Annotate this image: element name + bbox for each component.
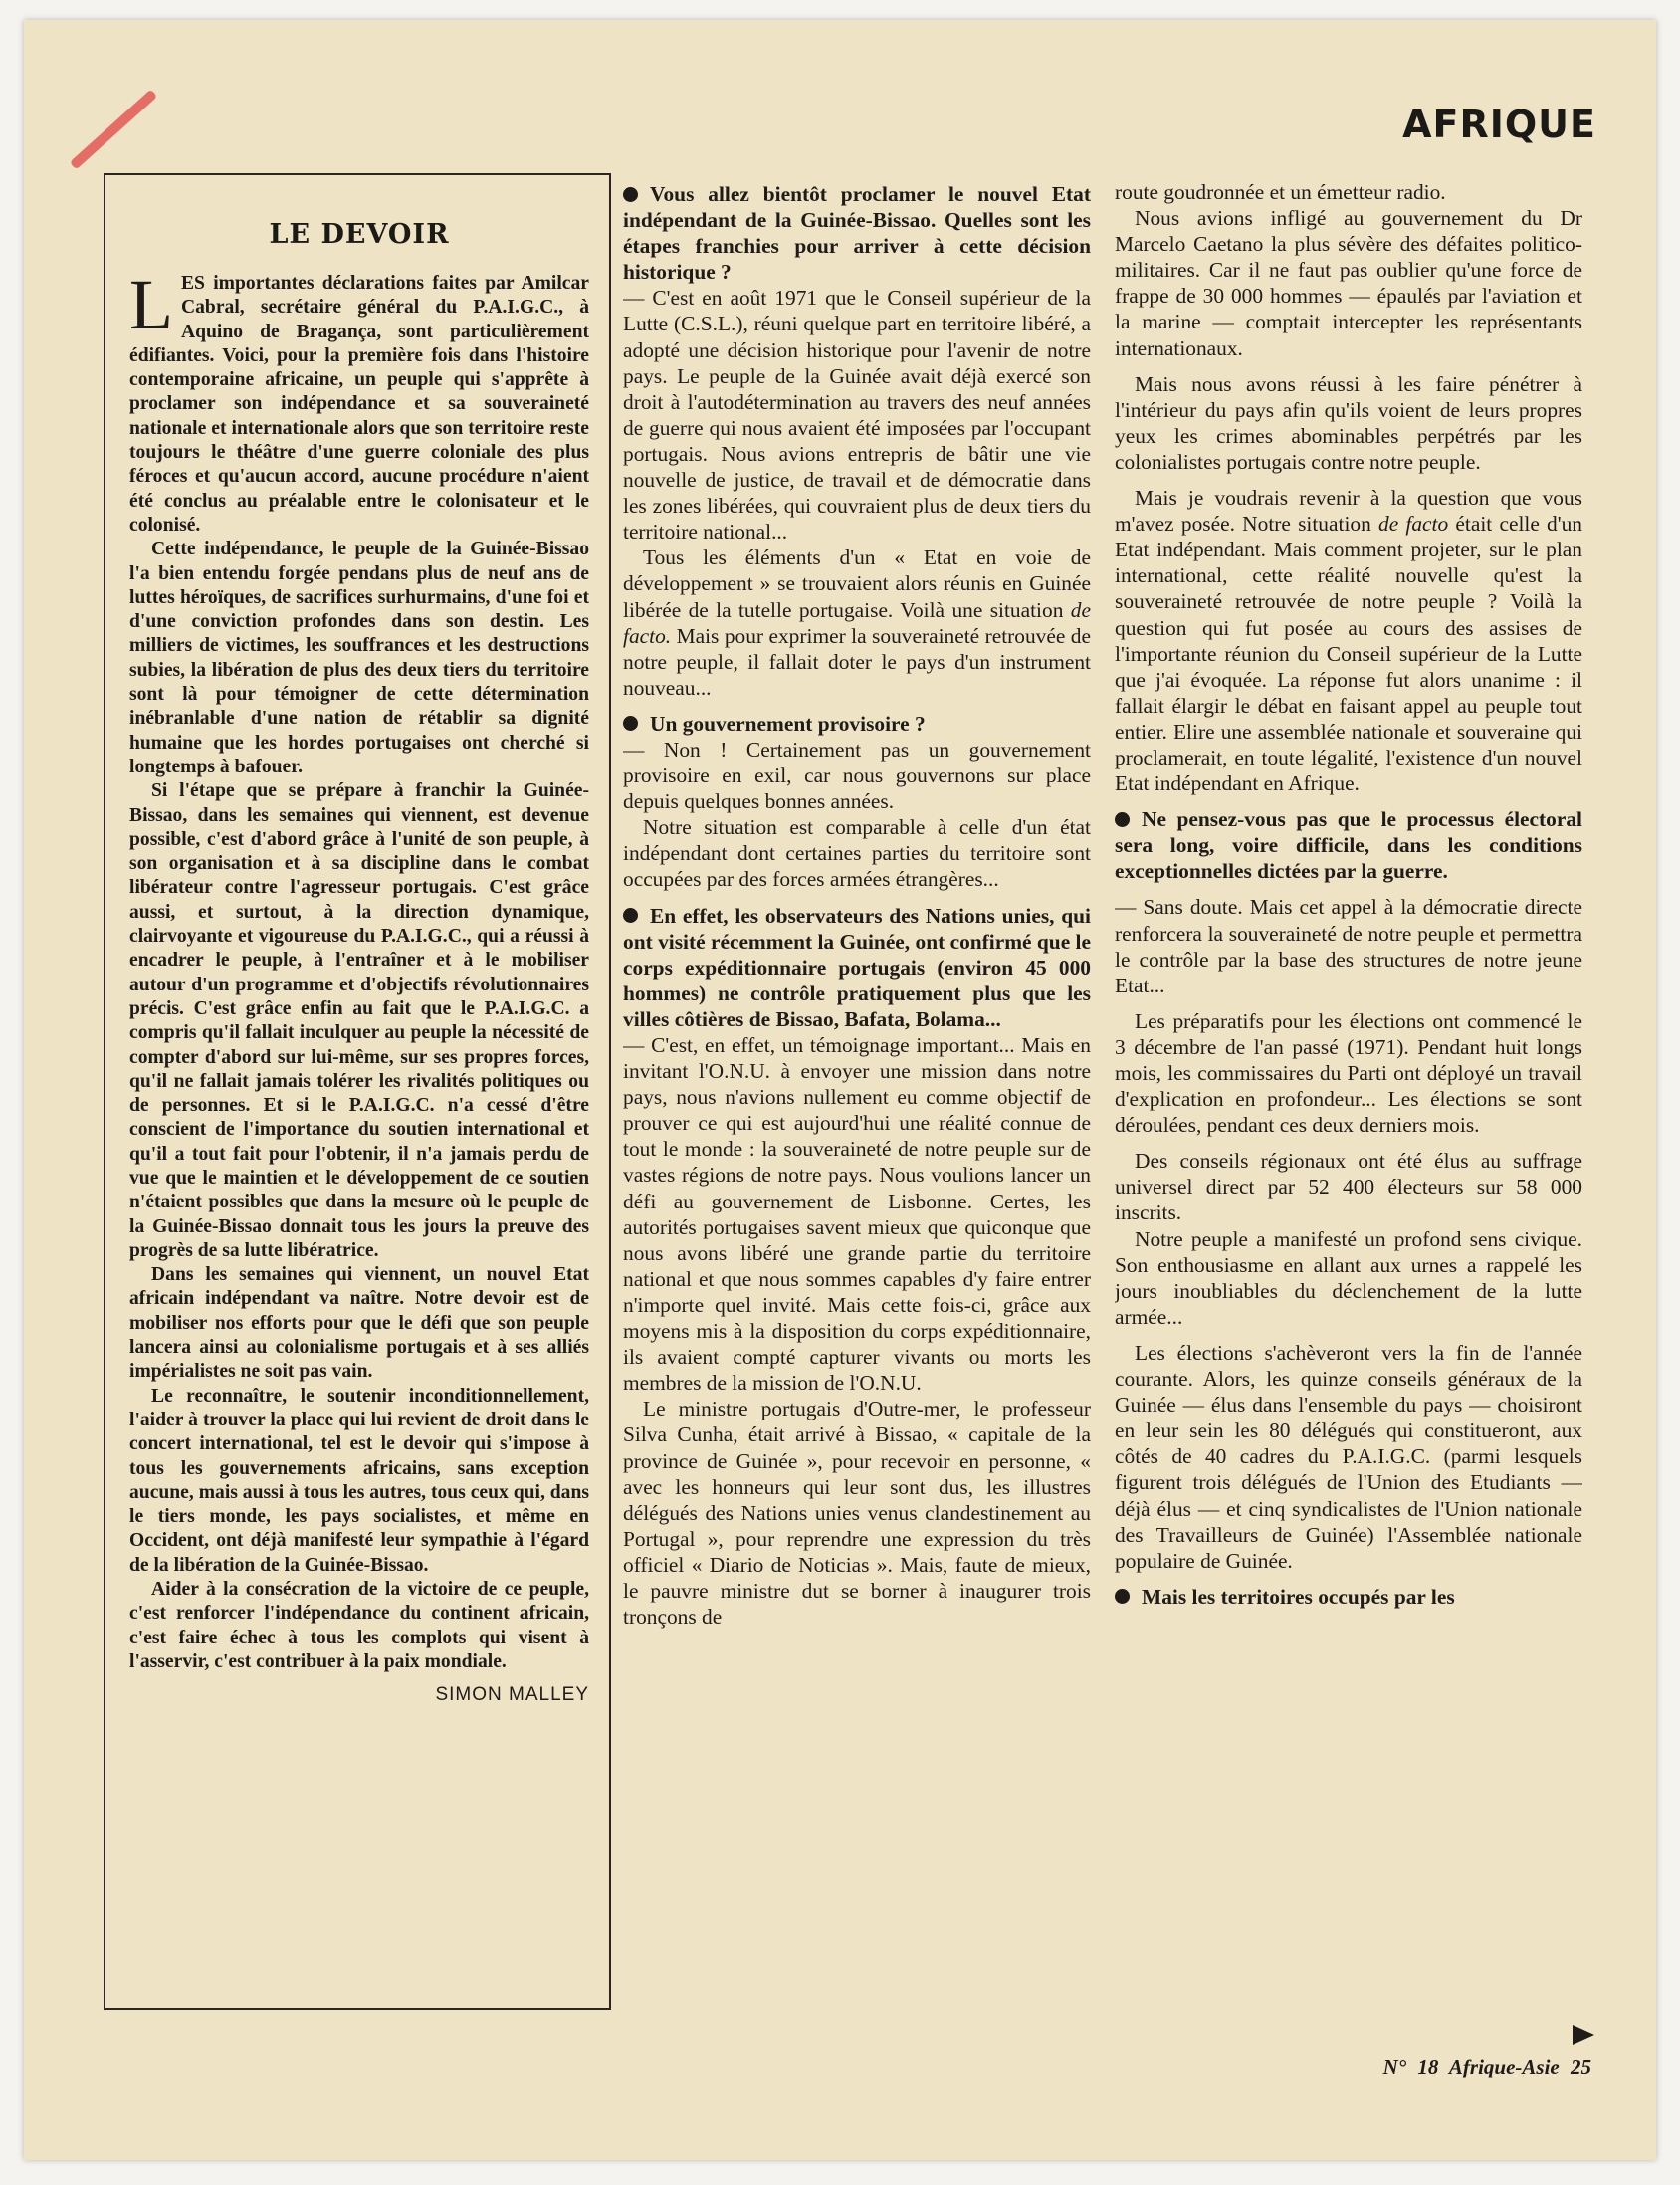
interview-answer: Nous avions infligé au gouvernement du Dr Marcelo Caetano la plus sévère des défaites politico-militaires. Car il ne faut pas oublier qu'une force de frappe de 30 000 hommes — épaulés par l'aviation et la marine — comptait intercepter les représentants internationaux. (1115, 206, 1582, 360)
interview-answer: — C'est, en effet, un témoignage important... Mais en invitant l'O.N.U. à envoyer une mission dans notre pays, nous n'avions nullement eu comme objectif de prouver ce qui est aujourd'hui une réalité connue de tout le monde : la souveraineté de notre peuple sur de vastes régions de notre pays. Nous voulions lancer un défi au gouvernement de Lisbonne. Certes, les autorités portugaises savent mieux que quiconque que nous avons libéré une grande partie du territoire national et que nous sommes capables d'y faire entrer n'importe quel invité. Mais cette fois-ci, grâce aux moyens mis à la disposition du corps expéditionnaire, ils avaient compté capturer vivants ou morts les membres de la mission de l'O.N.U. (623, 1033, 1091, 1396)
editorial-paragraph: Dans les semaines qui viennent, un nouvel Etat africain indépendant va naître. Notre devoir est de mobiliser nos efforts pour que le défi que son peuple lancera ainsi au colonialisme portugais et à ses alliés impérialistes ne soit pas vain. (129, 1264, 589, 1383)
interview-answer: route goudronnée et un émetteur radio. (1115, 180, 1446, 204)
editorial-paragraph: LES importantes déclarations faites par Amilcar Cabral, secrétaire général du P.A.I.G.C., à Aquino de Bragança, sont particulièrement édifiantes. Voici, pour la première fois dans l'histoire contemporaine africaine, un peuple qui s'apprête à proclamer son indépendance et sa souveraineté nationale et internationale alors que son territoire reste toujours le théâtre d'une guerre coloniale des plus féroces et qu'aucun accord, aucune procédure n'aient été conclus au préalable entre le colonisateur et le colonisé. (129, 265, 589, 536)
issue-number: N° 18 (1382, 2055, 1439, 2078)
bullet-icon (1115, 1589, 1130, 1604)
interview-answer: Des conseils régionaux ont été élus au suffrage universel direct par 52 400 électeurs sur 58 000 inscrits. (1115, 1149, 1582, 1225)
interview-question: Mais les territoires occupés par les (1115, 1584, 1582, 1610)
interview-answer: Le ministre portugais d'Outre-mer, le professeur Silva Cunha, était arrivé à Bissao, « capitale de la province de Guinée », pour recevoir en personne, « avec les honneurs qui leur sont dus, les illustres délégués des Nations unies venus clandestinement au Portugal », pour reprendre une expression du très officiel « Diario de Noticias ». Mais, faute de mieux, le pauvre ministre dut se borner à inaugurer trois tronçons de (623, 1397, 1091, 1630)
magazine-page (24, 20, 1656, 2160)
interview-question: Un gouvernement provisoire ? (623, 711, 1091, 737)
continue-arrow-icon (1573, 2025, 1594, 2045)
interview-answer: Mais nous avons réussi à les faire pénétrer à l'intérieur du pays afin qu'ils voient de leurs propres yeux les crimes abominables perpétrés par les colonialistes portugais contre notre peuple. (1115, 371, 1582, 474)
bullet-icon (623, 716, 638, 731)
magazine-name: Afrique-Asie (1448, 2055, 1560, 2078)
bullet-icon (623, 187, 638, 202)
interview-answer: Notre situation est comparable à celle d'un état indépendant dont certaines parties du territoire sont occupées par des forces armées étrangères... (623, 815, 1091, 892)
interview-column-3 (1115, 179, 1582, 2041)
bullet-icon (1115, 812, 1130, 827)
red-pencil-mark (70, 89, 157, 169)
editorial-signature: SIMON MALLEY (435, 1684, 589, 1706)
interview-column-2 (623, 181, 1091, 2043)
editorial-box (104, 173, 611, 2010)
interview-answer: Les élections s'achèveront vers la fin de l'année courante. Alors, les quinze conseils généraux de la Guinée — élus dans l'ensemble du pays — choisiront en leur sein les 80 délégués qui constitueront, aux côtés de 40 cadres du P.A.I.G.C. (parmi lesquels figurent trois délégués de l'Union des Etudiants — déjà élus — et cinq syndicalistes de l'Union nationale des Travailleurs de Guinée) l'Assemblée nationale populaire de Guinée. (1115, 1340, 1582, 1573)
page-number: 25 (1571, 2055, 1591, 2078)
interview-question: Vous allez bientôt proclamer le nouvel Etat indépendant de la Guinée-Bissao. Quelles sont les étapes franchies pour arriver à cette décision historique ? (623, 182, 1091, 285)
interview-answer: Mais je voudrais revenir à la question que vous m'avez posée. Notre situation de facto était celle d'un Etat indépendant. Mais comment projeter, sur le plan international, cette réalité nouvelle qu'est la souveraineté retrouvée de notre peuple ? Voilà la question qui fut posée au cours des assises de l'importante réunion du Conseil supérieur de la Lutte que j'ai évoquée. La réponse fut alors unanime : il fallait élargir le débat en faisant appel au peuple tout entier. Elire une assemblée nationale et souveraine qui proclamerait, en toute légalité, l'existence d'un nouvel Etat indépendant en Afrique. (1115, 486, 1582, 796)
interview-answer: — Sans doute. Mais cet appel à la démocratie directe renforcera la souveraineté de notre peuple et permettra le contrôle par la base des structures de notre jeune Etat... (1115, 895, 1582, 997)
editorial-paragraph: Cette indépendance, le peuple de la Guinée-Bissao l'a bien entendu forgée pendans plus de neuf ans de luttes héroïques, de sacrifices surhurmains, d'une foi et d'une conviction profondes dans son destin. Les milliers de victimes, les souffrances et les destructions subies, la libération de plus des deux tiers du territoire sont là pour témoigner de cette détermination inébranlable d'une nation de rétablir sa dignité humaine que les hordes portugaises ont cherché si longtemps à bafouer. (129, 539, 589, 777)
editorial-title: LE DEVOIR (269, 219, 450, 250)
interview-answer: — C'est en août 1971 que le Conseil supérieur de la Lutte (C.S.L.), réuni quelque part en territoire libéré, a adopté une décision historique pour l'avenir de notre pays. Le peuple de la Guinée avait déjà exercé son droit à l'autodétermination au travers des neuf années de guerre qui nous avaient été imposées par l'occupant portugais. Nous avions entrepris de bâtir une vie nouvelle de justice, de travail et de démocratie dans les zones libérées, qui couvraient plus de deux tiers du territoire national... (623, 286, 1091, 545)
drop-cap: L (129, 265, 173, 344)
bullet-icon (623, 908, 638, 923)
interview-question: En effet, les observateurs des Nations unies, qui ont visité récemment la Guinée, ont confirmé que le corps expéditionnaire portugais (environ 45 000 hommes) ne contrôle pratiquement plus que les villes côtières de Bissao, Bafata, Bolama... (623, 903, 1091, 1031)
interview-answer: Tous les éléments d'un « Etat en voie de développement » se trouvaient alors réunis en Guinée libérée de la tutelle portugaise. Voilà une situation de facto. Mais pour exprimer la souveraineté retrouvée de notre peuple, il fallait doter le pays d'un instrument nouveau... (623, 546, 1091, 700)
page-footer (1383, 2055, 1591, 2079)
editorial-paragraph: Aider à la consécration de la victoire de ce peuple, c'est renforcer l'indépendance du continent africain, c'est faire échec à tous les complots qui visent à l'asservir, c'est contribuer à la paix mondiale. (129, 1579, 589, 1672)
interview-answer: Les préparatifs pour les élections ont commencé le 3 décembre de l'an passé (1971). Pendant huit longs mois, les commissaires du Parti ont déployé un travail d'explication en profondeur... Les élections se sont déroulées, pendant ces deux derniers mois. (1115, 1008, 1582, 1138)
interview-question: Ne pensez-vous pas que le processus électoral sera long, voire difficile, dans les conditions exceptionnelles dictées par la guerre. (1115, 807, 1582, 884)
interview-answer: Notre peuple a manifesté un profond sens civique. Son enthousiasme en allant aux urnes a rappelé les jours inoubliables du déclenchement de la lutte armée... (1115, 1226, 1582, 1329)
interview-answer: — Non ! Certainement pas un gouvernement provisoire en exil, car nous gouvernons sur place depuis quelques bonnes années. (623, 737, 1091, 814)
editorial-paragraph: Si l'étape que se prépare à franchir la Guinée-Bissao, dans les semaines qui viennent, est devenue possible, c'est d'abord grâce à l'unité de son peuple, à son organisation et à sa discipline dans le combat libérateur contre l'agresseur portugais. C'est grâce aussi, et surtout, à la direction dynamique, clairvoyante et vigoureuse du P.A.I.G.C., qui a réussi à encadrer le peuple, à l'entraîner et à le mobiliser autour d'un programme et d'objectifs révolutionnaires précis. C'est grâce enfin au fait que le P.A.I.G.C. a compris qu'il fallait inculquer au peuple la nécessité de compter d'abord sur lui-même, sur ses propres forces, qu'il ne fallait jamais tolérer les rivalités politiques ou de personnes. Et si le P.A.I.G.C. n'a cessé d'être conscient de l'importance du soutien international et qu'il a tout fait pour l'obtenir, il n'a jamais perdu de vue que le maintien et le développement de ce soutien n'étaient possibles que dans la mesure où le peuple de la Guinée-Bissao donnait tous les jours la preuve des progrès de sa lutte libératrice. (129, 780, 589, 1261)
section-heading: AFRIQUE (1402, 103, 1596, 146)
editorial-paragraph: Le reconnaître, le soutenir inconditionnellement, l'aider à trouver la place qui lui revient de droit dans le concert international, tel est le devoir qui s'impose à tous les gouvernements africains, sans exception aucune, mais aussi à tous les autres, tous ceux qui, dans le tiers monde, les pays socialistes, et même en Occident, ont déjà manifesté leur sympathie à l'égard de la libération de la Guinée-Bissao. (129, 1385, 589, 1576)
